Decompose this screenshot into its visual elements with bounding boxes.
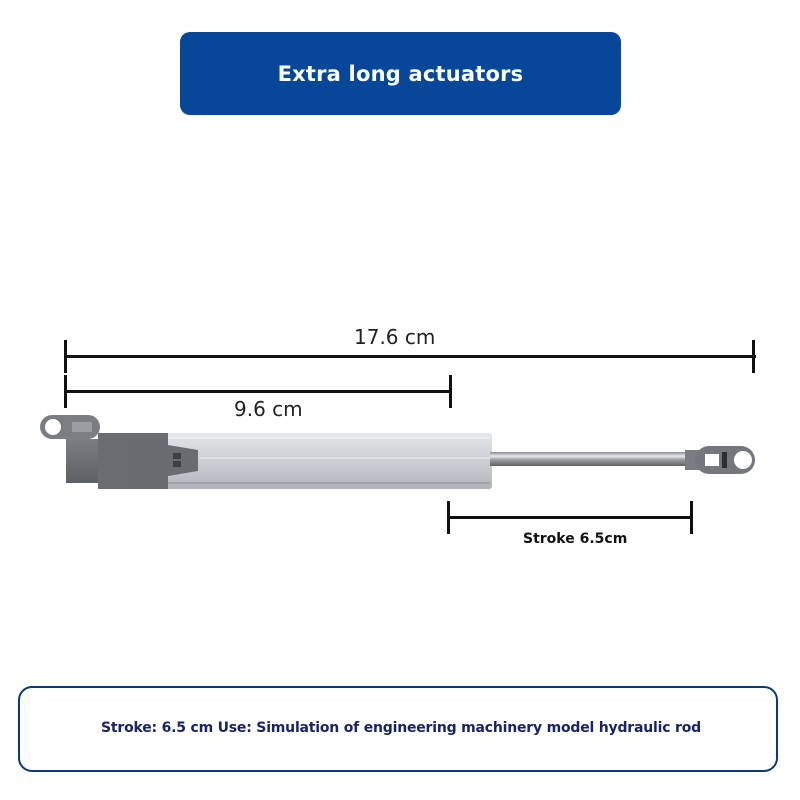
info-box — [18, 686, 778, 772]
right-eyelet — [685, 446, 755, 474]
stroke-line — [447, 516, 693, 519]
total-length-line — [64, 355, 756, 358]
total-length-right-tick — [752, 340, 755, 373]
stroke-right-tick — [690, 501, 693, 534]
body-length-line — [64, 390, 452, 393]
banner-title: Extra long actuators — [277, 61, 524, 86]
info-text: Stroke: 6.5 cm Use: Simulation of engineering machinery model hydraulic rod — [101, 720, 701, 736]
stroke-label: Stroke 6.5cm — [523, 531, 628, 547]
left-eyelet — [40, 415, 100, 483]
body-length-label: 9.6 cm — [234, 397, 303, 421]
title-banner — [180, 32, 621, 115]
actuator-image — [40, 400, 770, 500]
total-length-label: 17.6 cm — [354, 325, 436, 349]
